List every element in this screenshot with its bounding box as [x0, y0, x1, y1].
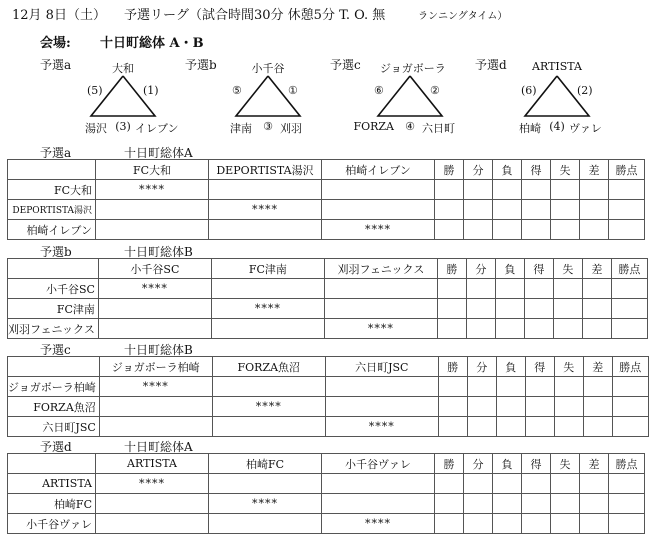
self-match-mark: ****: [142, 380, 169, 393]
table-header-row: [8, 454, 645, 474]
stat-cell[interactable]: [551, 180, 580, 200]
result-cell[interactable]: [322, 200, 435, 220]
stat-cell[interactable]: [612, 377, 648, 397]
stat-cell[interactable]: [583, 417, 612, 437]
stat-cell[interactable]: [493, 180, 522, 200]
stat-cell[interactable]: [551, 220, 580, 240]
stat-cell[interactable]: [467, 417, 496, 437]
stat-header: 得: [522, 454, 551, 474]
stat-cell[interactable]: [496, 417, 525, 437]
stat-header: 分: [464, 160, 493, 180]
stat-header: 分: [466, 259, 495, 279]
stat-cell[interactable]: [522, 494, 551, 514]
stat-cell[interactable]: [522, 220, 551, 240]
self-match-mark: ****: [252, 497, 278, 510]
column-team: ARTISTA: [96, 454, 209, 474]
league-table-b: [7, 258, 648, 339]
stat-cell[interactable]: [611, 299, 647, 319]
result-cell[interactable]: [211, 319, 324, 339]
table-row: [8, 397, 649, 417]
stat-cell[interactable]: [496, 377, 525, 397]
stat-cell[interactable]: [551, 200, 580, 220]
diagram-right-match: ②: [430, 84, 440, 97]
stat-cell[interactable]: [609, 220, 645, 240]
stat-cell[interactable]: [609, 180, 645, 200]
diagram-right-match: (2): [577, 84, 593, 97]
table-row: [8, 319, 648, 339]
diagram-left-team: 柏崎: [519, 122, 541, 135]
stat-cell[interactable]: [435, 474, 464, 494]
result-cell[interactable]: [209, 180, 322, 200]
stat-cell[interactable]: [609, 474, 645, 494]
corner-cell: [8, 454, 96, 474]
stat-header: 負: [495, 259, 524, 279]
row-team: 六日町JSC: [8, 417, 100, 437]
diagram-bottom-match: ④: [405, 120, 415, 133]
stat-header: 勝: [435, 160, 464, 180]
self-match-mark: ****: [365, 517, 391, 530]
stat-header: 勝点: [612, 357, 648, 377]
diagram-right-match: (1): [143, 84, 159, 97]
stat-cell[interactable]: [611, 319, 647, 339]
stat-header: 勝点: [609, 160, 645, 180]
league-table-c: [7, 356, 649, 437]
stat-cell[interactable]: [554, 377, 583, 397]
stat-cell[interactable]: [496, 397, 525, 417]
result-cell[interactable]: [325, 377, 438, 397]
stat-cell[interactable]: [583, 397, 612, 417]
stat-cell[interactable]: [466, 279, 495, 299]
stat-header: 失: [553, 259, 582, 279]
stat-cell[interactable]: [553, 299, 582, 319]
stat-header: 差: [580, 160, 609, 180]
result-cell[interactable]: [98, 299, 211, 319]
group-venue: 十日町総体B: [124, 343, 193, 357]
date: 12月 8日（土）: [12, 8, 106, 23]
row-team: 小千谷ヴァレ: [8, 514, 96, 534]
stat-cell[interactable]: [583, 377, 612, 397]
self-match-mark: ****: [367, 322, 394, 335]
diagram-bottom-match: ③: [263, 120, 273, 133]
running-time-note: ランニングタイム）: [418, 11, 508, 22]
column-team: 六日町JSC: [325, 357, 438, 377]
self-match-mark: ****: [255, 400, 282, 413]
stat-cell[interactable]: [553, 319, 582, 339]
stat-cell[interactable]: [554, 397, 583, 417]
row-team: FORZA魚沼: [8, 397, 100, 417]
column-team: 刈羽フェニックス: [324, 259, 437, 279]
stat-cell[interactable]: [580, 514, 609, 534]
stat-cell[interactable]: [464, 474, 493, 494]
result-cell[interactable]: [209, 514, 322, 534]
stat-cell[interactable]: [435, 200, 464, 220]
column-team: 柏崎FC: [209, 454, 322, 474]
self-match-cell: [211, 299, 324, 319]
self-match-mark: ****: [252, 203, 278, 216]
table-row: [8, 377, 649, 397]
self-match-cell: [209, 494, 322, 514]
column-team: 小千谷SC: [98, 259, 211, 279]
stat-cell[interactable]: [493, 514, 522, 534]
self-match-cell: [96, 474, 209, 494]
stat-cell[interactable]: [580, 474, 609, 494]
stat-cell[interactable]: [612, 417, 648, 437]
result-cell[interactable]: [99, 397, 212, 417]
stat-cell[interactable]: [580, 200, 609, 220]
stat-cell[interactable]: [580, 494, 609, 514]
table-header-row: [8, 357, 649, 377]
self-match-cell: [98, 279, 211, 299]
result-cell[interactable]: [96, 514, 209, 534]
result-cell[interactable]: [209, 220, 322, 240]
stat-cell[interactable]: [466, 299, 495, 319]
stat-cell[interactable]: [551, 494, 580, 514]
diagram-label: 予選c: [330, 58, 361, 72]
diagram-left-team: 湯沢: [85, 122, 107, 135]
table-row: [8, 180, 645, 200]
stat-header: 分: [464, 454, 493, 474]
diagram-label: 予選b: [185, 58, 217, 72]
group-venue: 十日町総体A: [124, 440, 193, 454]
stat-header: 勝: [437, 259, 466, 279]
stat-cell[interactable]: [582, 299, 611, 319]
diagram-label: 予選d: [475, 58, 507, 72]
stat-cell[interactable]: [580, 180, 609, 200]
column-team: 柏崎イレブン: [322, 160, 435, 180]
league-table-a: [7, 159, 645, 240]
corner-cell: [8, 259, 99, 279]
column-team: FC大和: [96, 160, 209, 180]
table-row: [8, 417, 649, 437]
stat-header: 失: [554, 357, 583, 377]
stat-cell[interactable]: [609, 494, 645, 514]
diagram-left-match: (6): [521, 84, 537, 97]
stat-cell[interactable]: [524, 299, 553, 319]
diagram-left-match: ⑤: [232, 84, 242, 97]
stat-cell[interactable]: [435, 180, 464, 200]
result-cell[interactable]: [324, 279, 437, 299]
corner-cell: [8, 357, 100, 377]
self-match-mark: ****: [139, 183, 165, 196]
diagram-left-match: ⑥: [374, 84, 384, 97]
stat-cell[interactable]: [525, 417, 554, 437]
column-team: DEPORTISTA湯沢: [209, 160, 322, 180]
row-team: 柏崎FC: [8, 494, 96, 514]
stat-header: 得: [524, 259, 553, 279]
table-row: [8, 299, 648, 319]
table-row: [8, 220, 645, 240]
row-team: 刈羽フェニックス: [8, 319, 99, 339]
stat-cell[interactable]: [493, 200, 522, 220]
row-team: 柏崎イレブン: [8, 220, 96, 240]
league-table-d: [7, 453, 645, 534]
stat-cell[interactable]: [467, 397, 496, 417]
self-match-cell: [212, 397, 325, 417]
stat-header: 差: [582, 259, 611, 279]
group-label: 予選c: [40, 343, 71, 357]
table-row: [8, 514, 645, 534]
table-row: [8, 200, 645, 220]
self-match-mark: ****: [365, 223, 391, 236]
stat-header: 失: [551, 454, 580, 474]
table-row: [8, 474, 645, 494]
column-team: FORZA魚沼: [212, 357, 325, 377]
diagram-right-team: 刈羽: [280, 122, 302, 135]
self-match-mark: ****: [139, 477, 165, 490]
venue-label: 会場:: [40, 36, 71, 51]
stat-cell[interactable]: [464, 180, 493, 200]
stat-cell[interactable]: [582, 319, 611, 339]
result-cell[interactable]: [324, 299, 437, 319]
diagram-top-team: 大和: [112, 62, 134, 75]
stat-cell[interactable]: [467, 377, 496, 397]
stat-cell[interactable]: [464, 200, 493, 220]
stat-cell[interactable]: [437, 279, 466, 299]
stat-cell[interactable]: [611, 279, 647, 299]
diagram-right-team: ヴァレ: [569, 122, 602, 135]
diagram-left-match: (5): [87, 84, 103, 97]
self-match-cell: [99, 377, 212, 397]
table-header-row: [8, 259, 648, 279]
row-team: ジョガボーラ柏崎: [8, 377, 100, 397]
stat-header: 勝: [438, 357, 467, 377]
self-match-cell: [322, 514, 435, 534]
diagram-bottom-match: (4): [549, 120, 565, 133]
stat-cell[interactable]: [435, 514, 464, 534]
diagram-top-team: ジョガボーラ: [380, 62, 446, 75]
stat-cell[interactable]: [493, 220, 522, 240]
row-team: DEPORTISTA湯沢: [8, 200, 96, 220]
page-title: 予選リーグ（試合時間30分 休憩5分 T. O. 無: [124, 8, 386, 23]
self-match-cell: [322, 220, 435, 240]
group-venue: 十日町総体A: [124, 146, 193, 160]
stat-header: 勝点: [611, 259, 647, 279]
row-team: FC大和: [8, 180, 96, 200]
stat-cell[interactable]: [438, 377, 467, 397]
result-cell[interactable]: [99, 417, 212, 437]
group-venue: 十日町総体B: [124, 245, 193, 259]
stat-cell[interactable]: [522, 474, 551, 494]
self-match-mark: ****: [254, 302, 281, 315]
stat-cell[interactable]: [495, 299, 524, 319]
result-cell[interactable]: [212, 417, 325, 437]
stat-header: 得: [522, 160, 551, 180]
stat-cell[interactable]: [495, 319, 524, 339]
stat-cell[interactable]: [464, 494, 493, 514]
diagram-left-team: FORZA: [353, 120, 394, 133]
stat-header: 得: [525, 357, 554, 377]
stat-cell[interactable]: [524, 319, 553, 339]
stat-header: 負: [493, 160, 522, 180]
result-cell[interactable]: [96, 200, 209, 220]
stat-cell[interactable]: [438, 397, 467, 417]
self-match-mark: ****: [141, 282, 168, 295]
self-match-mark: ****: [368, 420, 395, 433]
stat-cell[interactable]: [553, 279, 582, 299]
result-cell[interactable]: [96, 494, 209, 514]
stat-cell[interactable]: [437, 299, 466, 319]
column-team: 小千谷ヴァレ: [322, 454, 435, 474]
stat-header: 失: [551, 160, 580, 180]
self-match-cell: [209, 200, 322, 220]
result-cell[interactable]: [212, 377, 325, 397]
result-cell[interactable]: [96, 220, 209, 240]
column-team: ジョガボーラ柏崎: [99, 357, 212, 377]
venue-name: 十日町総体 A・B: [100, 36, 204, 51]
stat-header: 負: [496, 357, 525, 377]
stat-cell[interactable]: [582, 279, 611, 299]
stat-header: 分: [467, 357, 496, 377]
diagram-right-team: 六日町: [422, 122, 455, 135]
table-row: [8, 494, 645, 514]
stat-cell[interactable]: [522, 180, 551, 200]
diagram-right-team: イレブン: [135, 122, 179, 135]
stat-header: 勝点: [609, 454, 645, 474]
result-cell[interactable]: [325, 397, 438, 417]
row-team: 小千谷SC: [8, 279, 99, 299]
result-cell[interactable]: [98, 319, 211, 339]
self-match-cell: [96, 180, 209, 200]
stat-cell[interactable]: [493, 474, 522, 494]
stat-cell[interactable]: [551, 514, 580, 534]
stat-cell[interactable]: [522, 514, 551, 534]
self-match-cell: [325, 417, 438, 437]
diagram-bottom-match: (3): [115, 120, 131, 133]
diagram-left-team: 津南: [230, 122, 252, 135]
corner-cell: [8, 160, 96, 180]
stat-cell[interactable]: [437, 319, 466, 339]
diagram-right-match: ①: [288, 84, 298, 97]
stat-cell[interactable]: [525, 397, 554, 417]
diagram-label: 予選a: [40, 58, 72, 72]
result-cell[interactable]: [322, 474, 435, 494]
group-label: 予選b: [40, 245, 72, 259]
stat-cell[interactable]: [554, 417, 583, 437]
stat-header: 負: [493, 454, 522, 474]
stat-header: 差: [583, 357, 612, 377]
stat-cell[interactable]: [495, 279, 524, 299]
row-team: ARTISTA: [8, 474, 96, 494]
stat-cell[interactable]: [551, 474, 580, 494]
stat-cell[interactable]: [524, 279, 553, 299]
result-cell[interactable]: [209, 474, 322, 494]
stat-cell[interactable]: [612, 397, 648, 417]
column-team: FC津南: [211, 259, 324, 279]
stat-header: 勝: [435, 454, 464, 474]
stat-cell[interactable]: [438, 417, 467, 437]
stat-cell[interactable]: [435, 494, 464, 514]
self-match-cell: [324, 319, 437, 339]
stat-cell[interactable]: [522, 200, 551, 220]
group-label: 予選a: [40, 146, 72, 160]
result-cell[interactable]: [322, 180, 435, 200]
group-label: 予選d: [40, 440, 72, 454]
stat-cell[interactable]: [435, 220, 464, 240]
table-header-row: [8, 160, 645, 180]
stat-cell[interactable]: [609, 514, 645, 534]
table-row: [8, 279, 648, 299]
result-cell[interactable]: [211, 279, 324, 299]
stat-cell[interactable]: [609, 200, 645, 220]
stat-cell[interactable]: [493, 494, 522, 514]
stat-header: 差: [580, 454, 609, 474]
stat-cell[interactable]: [580, 220, 609, 240]
stat-cell[interactable]: [464, 514, 493, 534]
stat-cell[interactable]: [464, 220, 493, 240]
result-cell[interactable]: [322, 494, 435, 514]
diagram-top-team: 小千谷: [251, 62, 285, 75]
diagram-top-team: ARTISTA: [532, 60, 582, 73]
stat-cell[interactable]: [466, 319, 495, 339]
row-team: FC津南: [8, 299, 99, 319]
stat-cell[interactable]: [525, 377, 554, 397]
